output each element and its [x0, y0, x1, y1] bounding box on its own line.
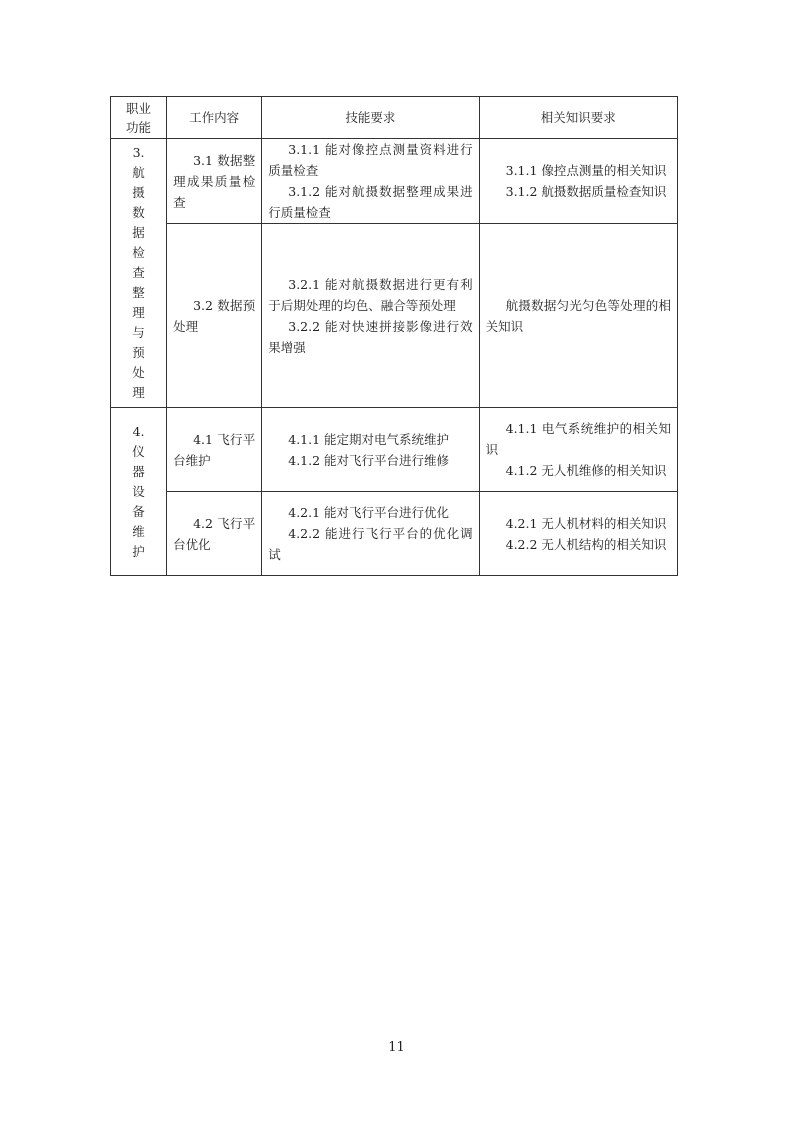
skill-cell: 3.2.1 能对航摄数据进行更有利于后期处理的均色、融合等预处理 3.2.2 能对快速拼接影像进行效果增强 [262, 224, 479, 408]
header-work-content: 工作内容 [167, 97, 262, 139]
skill-cell: 4.1.1 能定期对电气系统维护 4.1.2 能对飞行平台进行维修 [262, 408, 479, 492]
function-cell-3: 3. 航 摄 数 据 检 查 整 理 与 预 处 理 [111, 139, 167, 408]
page-number: 11 [388, 1040, 405, 1055]
knowledge-cell: 4.1.1 电气系统维护的相关知识 4.1.2 无人机维修的相关知识 [479, 408, 677, 492]
work-content-cell: 4.1 飞行平台维护 [167, 408, 262, 492]
skill-cell: 4.2.1 能对飞行平台进行优化 4.2.2 能进行飞行平台的优化调试 [262, 492, 479, 576]
header-knowledge-requirements: 相关知识要求 [479, 97, 677, 139]
knowledge-cell: 航摄数据匀光匀色等处理的相关知识 [479, 224, 677, 408]
function-cell-4: 4. 仪 器 设 备 维 护 [111, 408, 167, 576]
table-row [111, 224, 678, 408]
table-row [111, 408, 678, 492]
work-content-cell: 4.2 飞行平台优化 [167, 492, 262, 576]
skills-requirements-table [110, 96, 678, 576]
table-row [111, 139, 678, 224]
work-content-cell: 3.1 数据整理成果质量检查 [167, 139, 262, 224]
work-content-cell: 3.2 数据预处理 [167, 224, 262, 408]
table-row [111, 492, 678, 576]
table-header-row [111, 97, 678, 139]
skill-cell: 3.1.1 能对像控点测量资料进行质量检查 3.1.2 能对航摄数据整理成果进行质量检查 [262, 139, 479, 224]
header-skill-requirements: 技能要求 [262, 97, 479, 139]
knowledge-cell: 4.2.1 无人机材料的相关知识 4.2.2 无人机结构的相关知识 [479, 492, 677, 576]
knowledge-cell: 3.1.1 像控点测量的相关知识 3.1.2 航摄数据质量检查知识 [479, 139, 677, 224]
header-function: 职业 功能 [111, 97, 167, 139]
